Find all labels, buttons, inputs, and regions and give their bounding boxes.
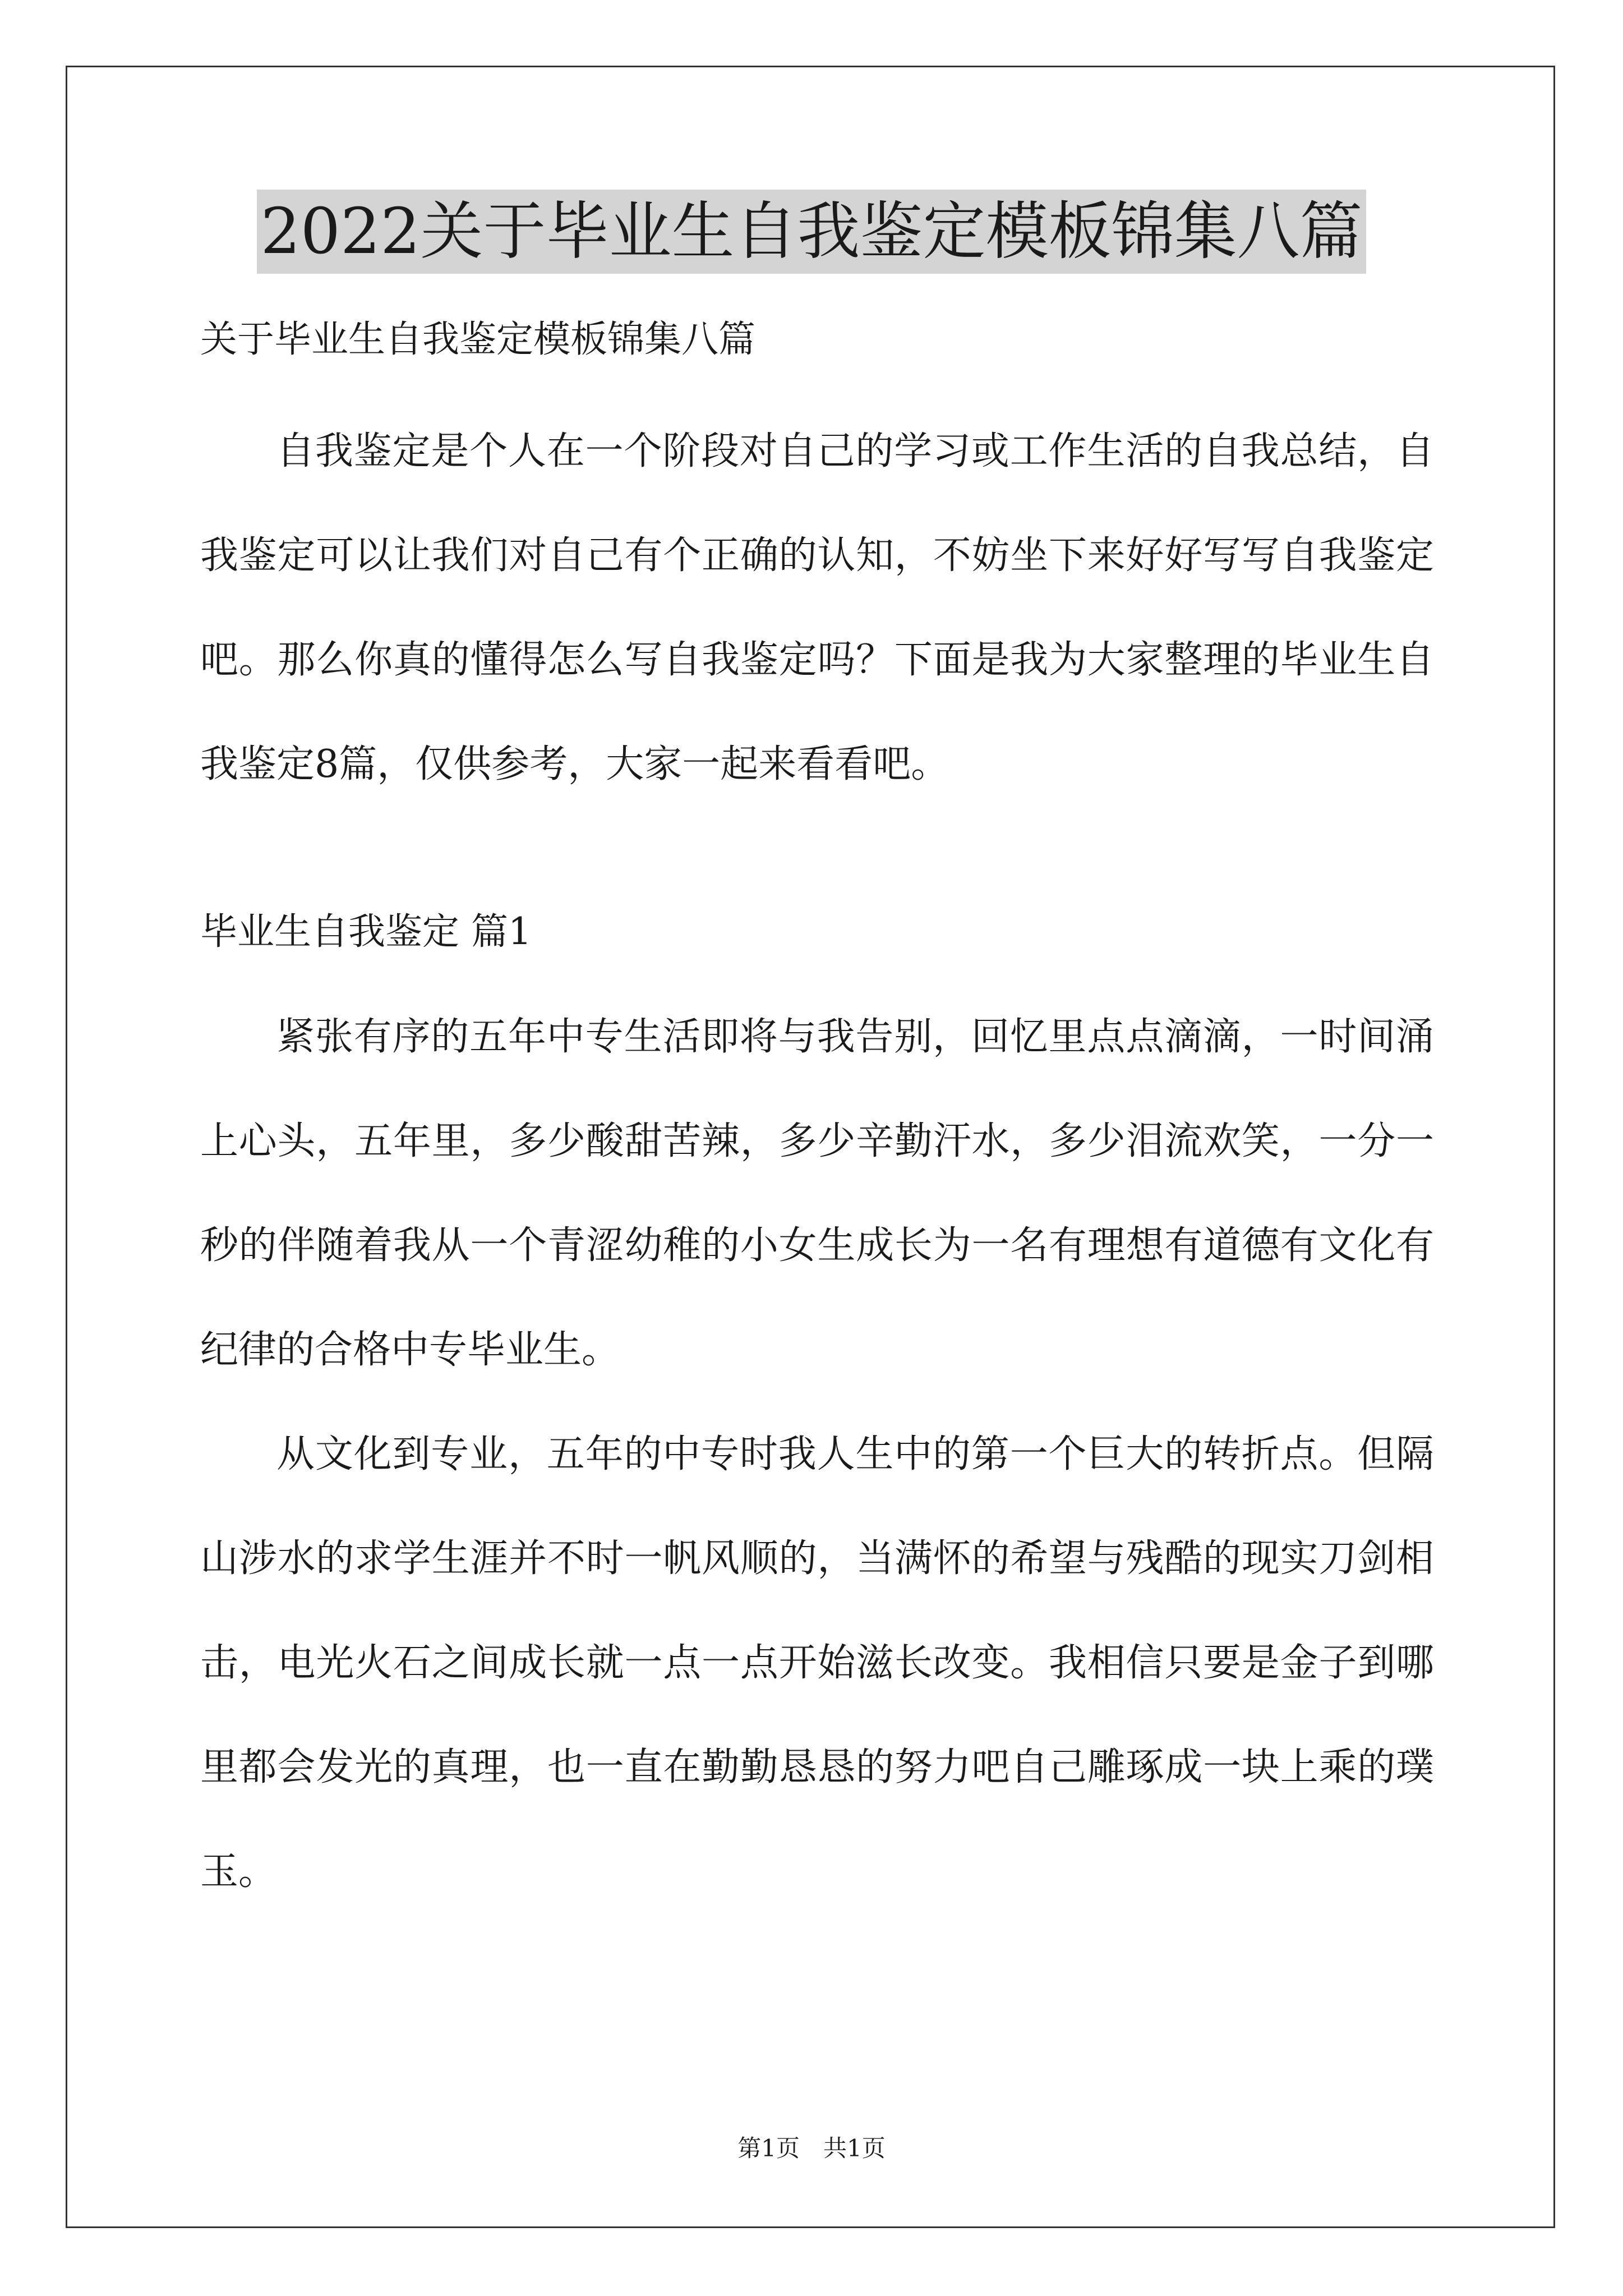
page-footer: 第1页 共1页 — [737, 2134, 886, 2162]
title-container — [0, 190, 1623, 274]
document-title: 2022关于毕业生自我鉴定模板锦集八篇 — [257, 190, 1366, 274]
document-body — [200, 314, 1434, 1924]
section-heading: 毕业生自我鉴定 篇1 — [200, 910, 532, 953]
intro-paragraph: 自我鉴定是个人在一个阶段对自己的学习或工作生活的自我总结，自我鉴定可以让我们对自己有个正确的认知，不妨坐下来好好写写自我鉴定吧。那么你真的懂得怎么写自我鉴定吗？下面是我为大家整理的毕业生自我鉴定8篇，仅供参考，大家一起来看看吧。 — [200, 429, 1434, 786]
section-paragraph: 从文化到专业，五年的中专时我人生中的第一个巨大的转折点。但隔山涉水的求学生涯并不时一帆风顺的，当满怀的希望与残酷的现实刀剑相击，电光火石之间成长就一点一点开始滋长改变。我相信只要是金子到哪里都会发光的真理，也一直在勤勤恳恳的努力吧自己雕琢成一块上乘的璞玉。 — [200, 1432, 1434, 1894]
document-subtitle: 关于毕业生自我鉴定模板锦集八篇 — [200, 318, 755, 361]
section-paragraph: 紧张有序的五年中专生活即将与我告别，回忆里点点滴滴，一时间涌上心头，五年里，多少酸甜苦辣，多少辛勤汗水，多少泪流欢笑，一分一秒的伴随着我从一个青涩幼稚的小女生成长为一名有理想有道德有文化有纪律的合格中专毕业生。 — [200, 1015, 1434, 1372]
